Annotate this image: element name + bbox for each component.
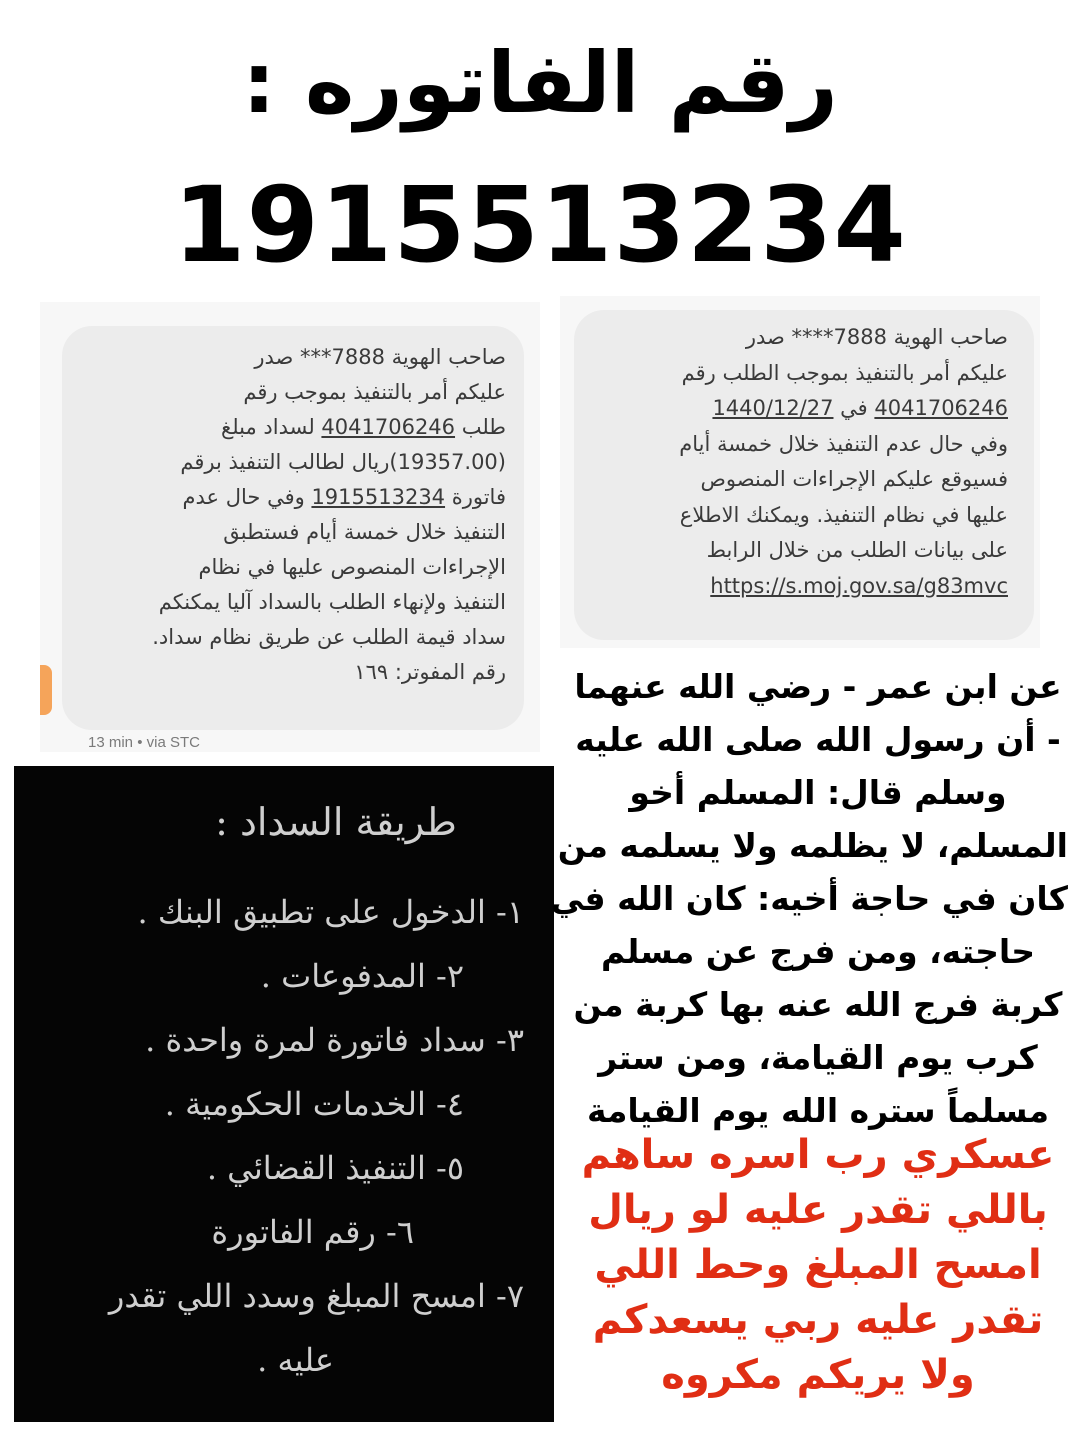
payment-step: عليه . bbox=[257, 1341, 334, 1379]
sms-line: طلب 4041706246 لسداد مبلغ bbox=[221, 415, 506, 439]
payment-step: ١- الدخول على تطبيق البنك . bbox=[137, 893, 524, 931]
sms-bubble-right bbox=[574, 310, 1034, 640]
sms-line: عليكم أمر بالتنفيذ بموجب الطلب رقم bbox=[681, 360, 1008, 385]
invoice-number: 1915513234 bbox=[173, 164, 907, 286]
sms-line: التنفيذ ولإنهاء الطلب بالسداد آليا يمكنكم bbox=[158, 590, 506, 614]
sms-line: الإجراءات المنصوص عليها في نظام bbox=[198, 555, 506, 579]
hadith-line: كربة فرج الله عنه بها كربة من bbox=[573, 985, 1063, 1024]
hadith-line: - أن رسول الله صلى الله عليه bbox=[575, 720, 1061, 759]
sms-line: صاحب الهوية 7888**** صدر bbox=[745, 325, 1008, 349]
sms-line: سداد قيمة الطلب عن طريق نظام سداد. bbox=[152, 625, 506, 649]
hadith-line: حاجته، ومن فرج عن مسلم bbox=[600, 932, 1036, 971]
hadith-line: المسلم، لا يظلمه ولا يسلمه من bbox=[557, 826, 1068, 865]
hadith-line: عن ابن عمر - رضي الله عنهما bbox=[574, 667, 1062, 706]
appeal-line: عسكري رب اسره ساهم bbox=[581, 1132, 1055, 1178]
date-link[interactable]: 1440/12/27 bbox=[712, 396, 834, 420]
sms-timestamp: 13 min • via STC bbox=[88, 734, 200, 751]
hadith-line: وسلم قال: المسلم أخو bbox=[629, 773, 1007, 812]
payment-instructions bbox=[14, 766, 554, 1422]
appeal-line: امسح المبلغ وحط اللي bbox=[594, 1242, 1042, 1288]
payment-step: ٦- رقم الفاتورة bbox=[211, 1213, 414, 1251]
sms-bubble-left bbox=[62, 326, 524, 730]
sms-line: عليها في نظام التنفيذ. ويمكنك الاطلاع bbox=[679, 502, 1008, 527]
payment-steps bbox=[38, 880, 524, 1392]
hadith-line: كرب يوم القيامة، ومن ستر bbox=[598, 1038, 1038, 1077]
sms-line: (19357.00)ريال لطالب التنفيذ برقم bbox=[180, 450, 506, 474]
sms-line: 4041706246 في 1440/12/27 bbox=[712, 396, 1008, 420]
payment-step: ٢- المدفوعات . bbox=[260, 957, 464, 995]
request-number-link[interactable]: 4041706246 bbox=[321, 415, 456, 439]
payment-step: ٣- سداد فاتورة لمرة واحدة . bbox=[145, 1021, 524, 1059]
sms-line: التنفيذ خلال خمسة أيام فستطبق bbox=[223, 520, 506, 544]
hadith-line: مسلماً ستره الله يوم القيامة bbox=[586, 1091, 1050, 1130]
hadith-text bbox=[550, 660, 1068, 1137]
payment-step: ٥- التنفيذ القضائي . bbox=[206, 1149, 464, 1187]
page-title: رقم الفاتوره : bbox=[242, 34, 838, 132]
invoice-number-link[interactable]: 1915513234 bbox=[311, 485, 446, 509]
sms-line: صاحب الهوية 7888*** صدر bbox=[254, 345, 506, 369]
sms-line: على بيانات الطلب من خلال الرابط bbox=[706, 538, 1008, 562]
appeal-line: باللي تقدر عليه لو ريال bbox=[588, 1187, 1048, 1233]
sms-line: فسيوقع عليكم الإجراءات المنصوص bbox=[700, 467, 1008, 491]
appeal-text bbox=[568, 1128, 1068, 1403]
sms-line: فاتورة 1915513234 وفي حال عدم bbox=[182, 485, 506, 509]
sms-line: وفي حال عدم التنفيذ خلال خمسة أيام bbox=[679, 431, 1008, 456]
moj-url-link[interactable]: https://s.moj.gov.sa/g83mvc bbox=[710, 573, 1008, 598]
payment-step: ٤- الخدمات الحكومية . bbox=[164, 1085, 464, 1123]
appeal-line: تقدر عليه ربي يسعدكم bbox=[592, 1297, 1044, 1343]
payment-step: ٧- امسح المبلغ وسدد اللي تقدر bbox=[108, 1277, 524, 1315]
sms-line: رقم المفوتر: ١٦٩ bbox=[354, 660, 506, 684]
orange-side-tab bbox=[40, 665, 52, 715]
sms-line: عليكم أمر بالتنفيذ بموجب رقم bbox=[243, 380, 506, 404]
appeal-line: ولا يريكم مكروه bbox=[661, 1352, 975, 1398]
request-number-link[interactable]: 4041706246 bbox=[874, 396, 1008, 420]
hadith-line: كان في حاجة أخيه: كان الله في bbox=[550, 879, 1068, 918]
payment-heading: طريقة السداد : bbox=[215, 800, 457, 844]
